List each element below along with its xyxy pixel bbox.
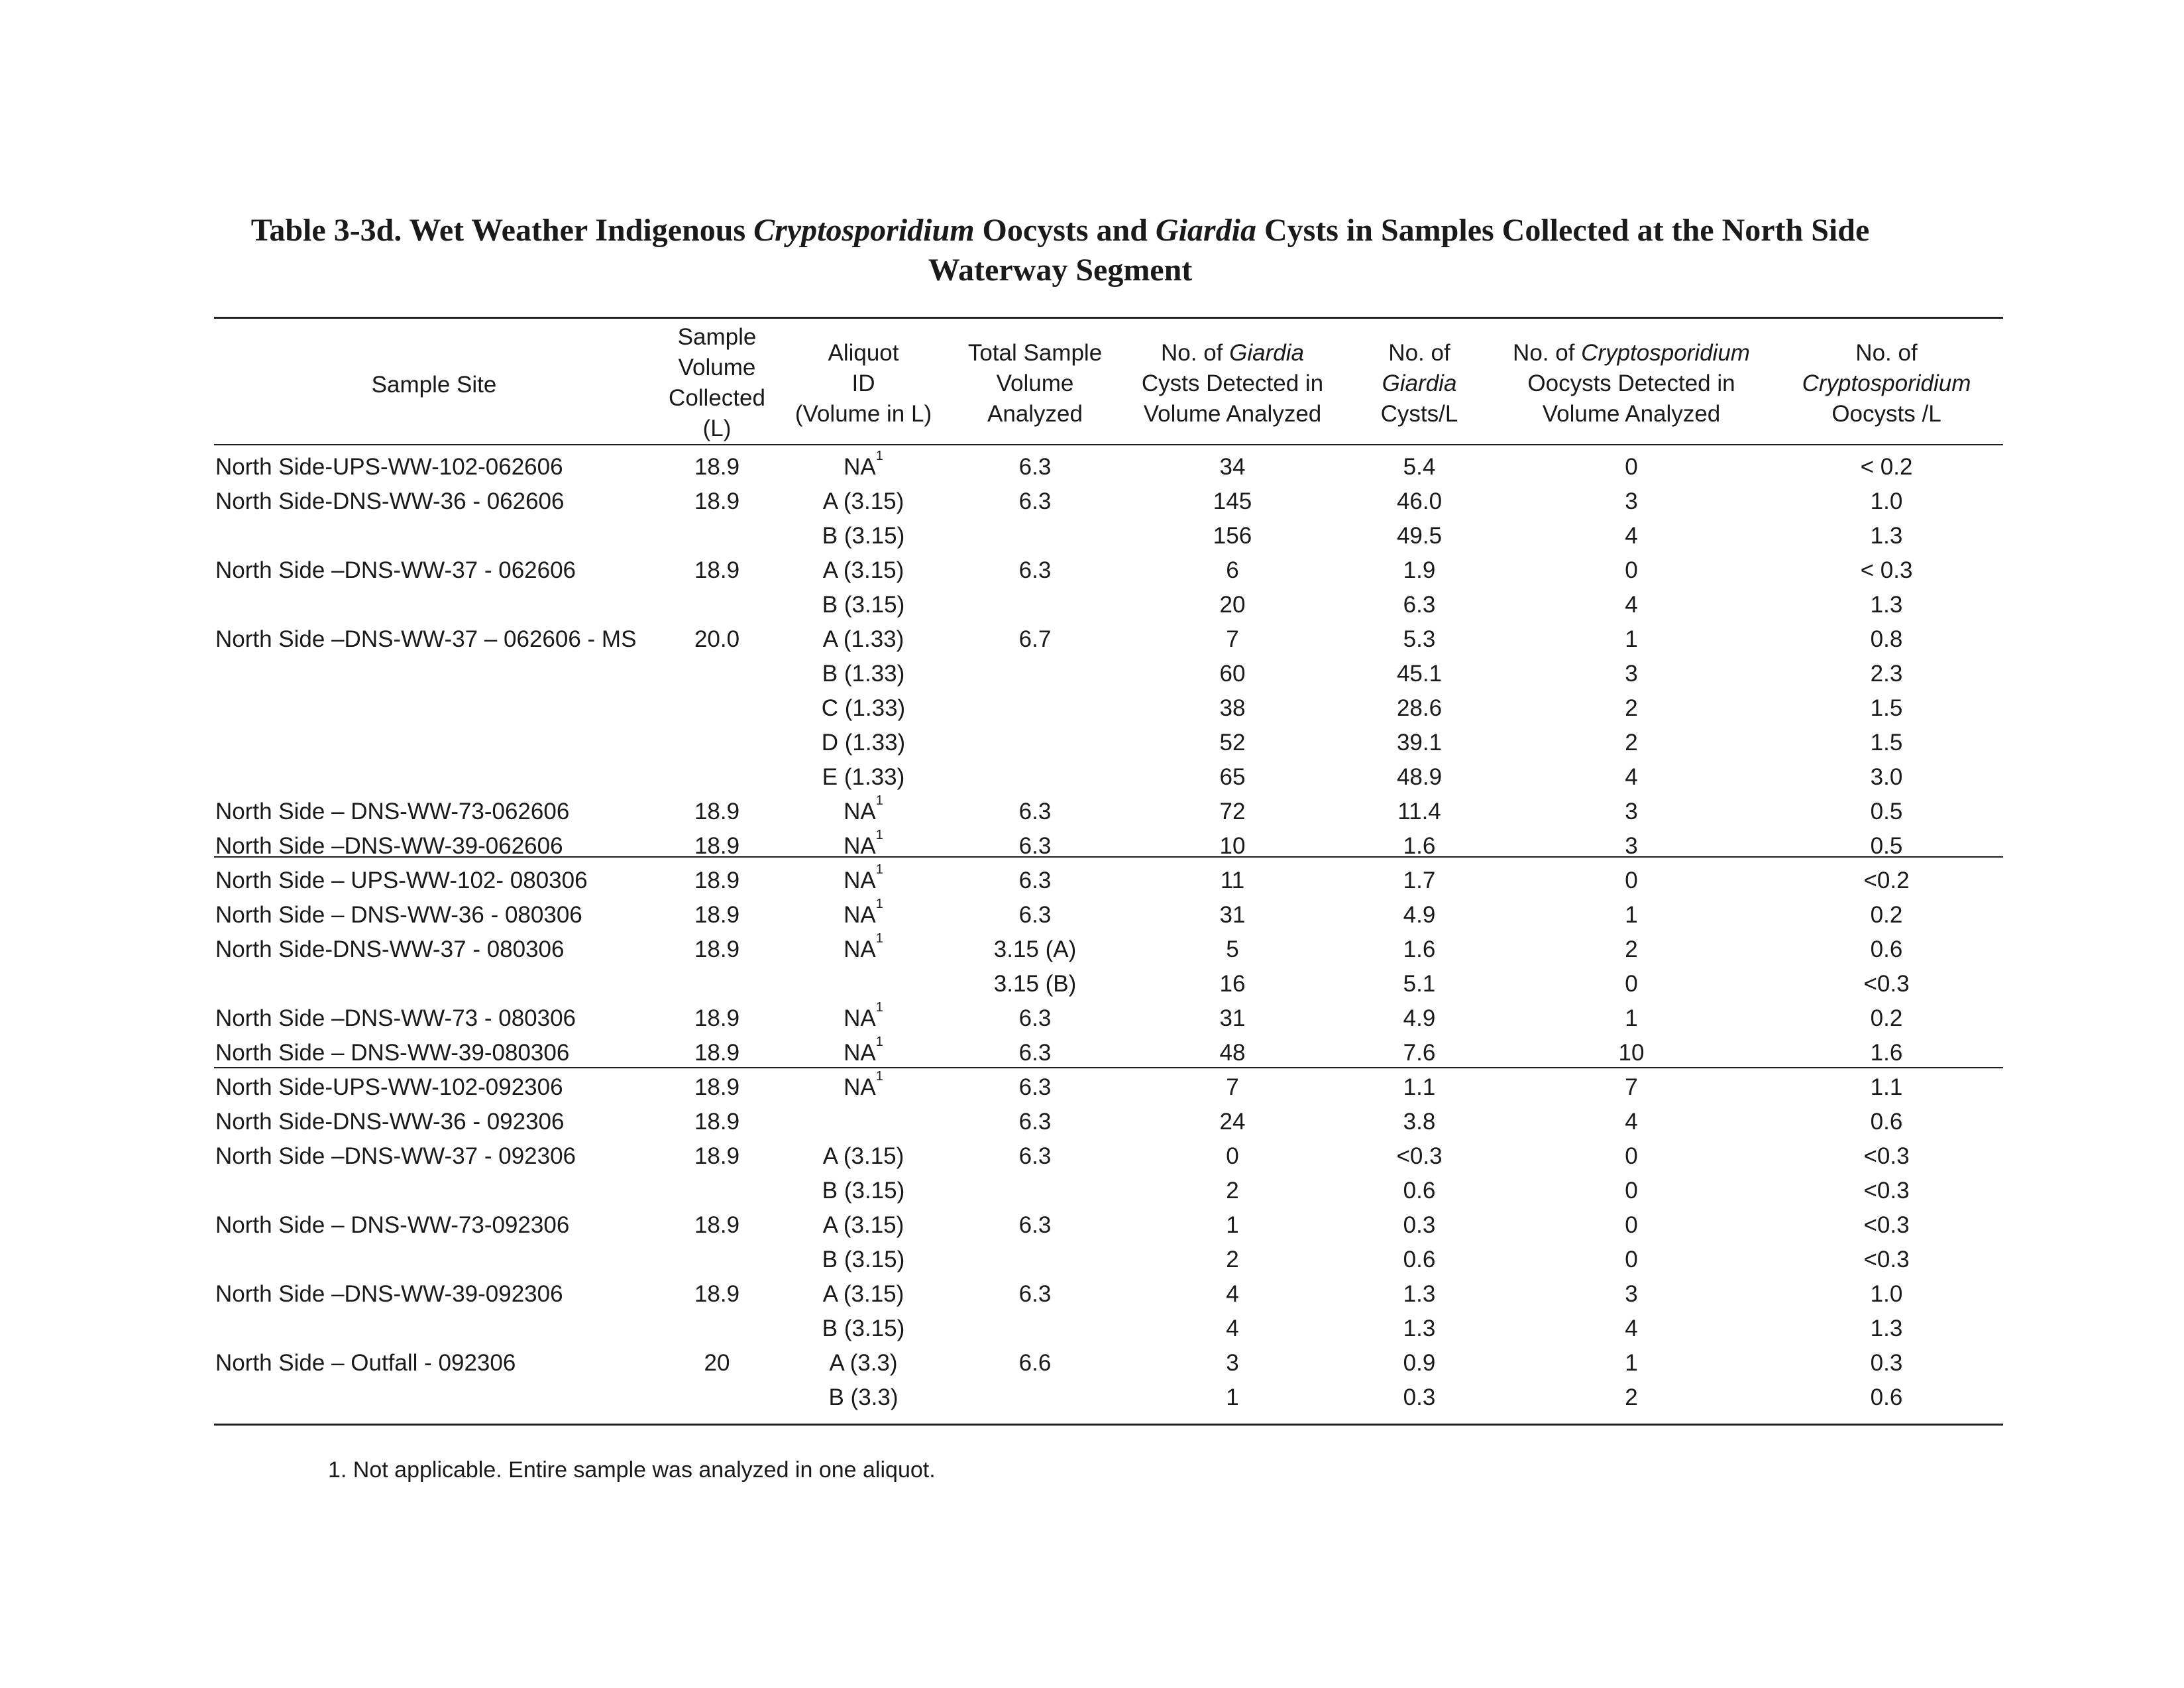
cell-giardia-per-liter: 0.6 [1403,1178,1436,1204]
table-top-rule [214,317,2003,319]
cell-giardia-per-liter: 7.6 [1403,1040,1436,1066]
footnote-marker: 1 [875,1069,883,1084]
cell-giardia-detected: 5 [1226,936,1239,962]
cell-giardia-per-liter: <0.3 [1396,1143,1443,1169]
cell-giardia-detected: 1 [1226,1212,1239,1238]
cell-crypto-detected: 0 [1625,971,1638,997]
cell-giardia-detected: 38 [1219,695,1246,721]
cell-total-volume: 6.3 [1018,488,1052,514]
cell-giardia-per-liter: 6.3 [1403,592,1436,618]
header-sample-site: Sample Site [371,372,497,398]
cell-aliquot-id: B (3.3) [828,1384,899,1410]
cell-total-volume: 6.3 [1018,1281,1052,1307]
cell-sample-site: North Side –DNS-WW-37 - 062606 [215,557,576,583]
cell-giardia-per-liter: 4.9 [1403,902,1436,928]
cell-aliquot-id: A (3.15) [822,1212,904,1238]
cell-crypto-per-liter: < 0.3 [1860,557,1913,583]
cell-giardia-detected: 7 [1226,626,1239,652]
cell-giardia-detected: 6 [1226,557,1239,583]
cell-crypto-detected: 2 [1625,695,1638,721]
cell-volume-collected: 18.9 [694,868,740,893]
cell-crypto-per-liter: 0.2 [1870,902,1903,928]
cell-total-volume: 6.3 [1018,1143,1052,1169]
cell-giardia-detected: 1 [1226,1384,1239,1410]
cell-giardia-detected: 7 [1226,1074,1239,1100]
cell-giardia-per-liter: 1.3 [1403,1281,1436,1307]
cell-volume-collected: 20.0 [694,626,740,652]
cell-aliquot-id: D (1.33) [821,730,906,756]
cell-crypto-per-liter: 2.3 [1870,661,1903,687]
cell-giardia-detected: 60 [1219,661,1246,687]
cell-crypto-per-liter: <0.3 [1863,1247,1910,1272]
cell-crypto-per-liter: 0.6 [1870,1384,1903,1410]
cell-giardia-detected: 4 [1226,1316,1239,1341]
cell-total-volume: 6.3 [1018,902,1052,928]
footnote-marker: 1 [875,897,883,911]
cell-crypto-per-liter: 0.2 [1870,1005,1903,1031]
cell-giardia-detected: 2 [1226,1247,1239,1272]
cell-volume-collected: 18.9 [694,1212,740,1238]
cell-aliquot-id: B (1.33) [822,661,905,687]
footnote-marker: 1 [875,828,883,842]
cell-sample-site: North Side-DNS-WW-37 - 080306 [215,936,565,962]
cell-crypto-per-liter: <0.3 [1863,1178,1910,1204]
cell-aliquot-id: A (3.15) [822,1281,904,1307]
cell-volume-collected: 18.9 [694,1281,740,1307]
cell-giardia-per-liter: 5.1 [1403,971,1436,997]
cell-crypto-detected: 0 [1625,454,1638,480]
cell-crypto-detected: 4 [1625,1109,1638,1135]
cell-volume-collected: 20 [704,1350,730,1376]
footnote-marker: 1 [875,1000,883,1015]
header-aliquot-id: Aliquot ID (Volume in L) [794,340,932,427]
cell-crypto-detected: 1 [1625,902,1638,928]
cell-aliquot-id: $NA^1$ [844,862,883,893]
cell-aliquot-id: $NA^1$ [844,931,883,962]
cell-crypto-per-liter: 0.8 [1870,626,1903,652]
cell-crypto-per-liter: < 0.2 [1860,454,1913,480]
cell-sample-site: North Side –DNS-WW-39-092306 [215,1281,563,1307]
footnote-marker: 1 [875,793,883,808]
header-total-volume: Total Sample Volume Analyzed [967,340,1103,427]
cell-volume-collected: 18.9 [694,488,740,514]
cell-aliquot-id: $NA^1$ [844,1000,883,1031]
cell-crypto-per-liter: 0.5 [1870,833,1903,859]
cell-crypto-per-liter: 1.3 [1870,592,1903,618]
cell-sample-site: North Side – DNS-WW-73-092306 [215,1212,570,1238]
cell-crypto-per-liter: <0.2 [1863,868,1910,893]
cell-giardia-detected: 31 [1219,902,1246,928]
cell-total-volume: 6.3 [1018,1109,1052,1135]
cell-volume-collected: 18.9 [694,1074,740,1100]
cell-crypto-detected: 3 [1625,833,1638,859]
cell-aliquot-id: E (1.33) [822,764,905,790]
header-volume-collected: Sample Volume Collected (L) [669,324,765,441]
cell-crypto-per-liter: 0.6 [1870,1109,1903,1135]
cell-crypto-per-liter: 1.1 [1870,1074,1903,1100]
cell-crypto-detected: 4 [1625,592,1638,618]
cell-crypto-detected: 4 [1625,764,1638,790]
cell-giardia-per-liter: 48.9 [1396,764,1443,790]
cell-giardia-per-liter: 3.8 [1403,1109,1436,1135]
cell-total-volume: 6.3 [1018,1212,1052,1238]
cell-aliquot-id: A (3.15) [822,488,904,514]
cell-aliquot-id: C (1.33) [821,695,906,721]
cell-crypto-detected: 3 [1625,1281,1638,1307]
cell-sample-site: North Side-UPS-WW-102-092306 [215,1074,563,1100]
cell-aliquot-id: B (3.15) [822,1247,905,1272]
cell-crypto-per-liter: 0.3 [1870,1350,1903,1376]
cell-giardia-detected: 2 [1226,1178,1239,1204]
cell-volume-collected: 18.9 [694,902,740,928]
cell-sample-site: North Side-DNS-WW-36 - 062606 [215,488,565,514]
cell-crypto-detected: 2 [1625,1384,1638,1410]
cell-aliquot-id: B (3.15) [822,1316,905,1341]
cell-giardia-detected: 20 [1219,592,1246,618]
cell-volume-collected: 18.9 [694,454,740,480]
footnote-marker: 1 [875,1035,883,1049]
cell-total-volume: 6.6 [1018,1350,1052,1376]
cell-giardia-per-liter: 5.4 [1403,454,1436,480]
cell-giardia-per-liter: 1.6 [1403,936,1436,962]
cell-crypto-per-liter: 1.3 [1870,523,1903,549]
header-crypto-per-liter: No. of Cryptosporidium Oocysts /L [1802,340,1971,427]
header-giardia-detected: No. of Giardia Cysts Detected in Volume Analyzed [1141,340,1324,427]
cell-aliquot-id: A (3.15) [822,1143,904,1169]
cell-volume-collected: 18.9 [694,1109,740,1135]
cell-giardia-detected: 16 [1219,971,1246,997]
cell-sample-site: North Side –DNS-WW-37 – 062606 - MS [215,626,637,652]
cell-total-volume: 6.7 [1018,626,1052,652]
cell-giardia-detected: 11 [1220,868,1245,893]
cell-giardia-per-liter: 1.3 [1403,1316,1436,1341]
cell-aliquot-id: $NA^1$ [844,828,883,859]
cell-sample-site: North Side – DNS-WW-36 - 080306 [215,902,582,928]
cell-aliquot-id: $NA^1$ [844,1069,883,1100]
footnote: 1. Not applicable. Entire sample was analyzed in one aliquot. [328,1457,936,1483]
cell-crypto-per-liter: <0.3 [1863,1143,1910,1169]
cell-volume-collected: 18.9 [694,1005,740,1031]
cell-crypto-detected: 3 [1625,661,1638,687]
cell-giardia-per-liter: 5.3 [1403,626,1436,652]
cell-crypto-detected: 4 [1625,523,1638,549]
footnote-marker: 1 [875,931,883,946]
cell-crypto-per-liter: 1.5 [1870,695,1903,721]
cell-giardia-per-liter: 11.4 [1397,799,1441,824]
cell-total-volume: 6.3 [1018,1005,1052,1031]
cell-giardia-per-liter: 1.7 [1403,868,1436,893]
cell-giardia-per-liter: 4.9 [1403,1005,1436,1031]
cell-giardia-detected: 24 [1219,1109,1246,1135]
cell-volume-collected: 18.9 [694,557,740,583]
cell-giardia-per-liter: 46.0 [1396,488,1443,514]
cell-sample-site: North Side – UPS-WW-102- 080306 [215,868,588,893]
cell-crypto-per-liter: <0.3 [1863,1212,1910,1238]
cell-crypto-detected: 2 [1625,730,1638,756]
cell-giardia-per-liter: 0.3 [1403,1212,1436,1238]
footnote-marker: 1 [875,862,883,877]
cell-volume-collected: 18.9 [694,1040,740,1066]
cell-total-volume: 6.3 [1018,799,1052,824]
cell-crypto-detected: 1 [1625,1350,1638,1376]
cell-giardia-detected: 31 [1219,1005,1246,1031]
cell-giardia-detected: 34 [1219,454,1246,480]
cell-crypto-detected: 4 [1625,1316,1638,1341]
cell-aliquot-id: A (3.15) [822,557,904,583]
cell-sample-site: North Side-DNS-WW-36 - 092306 [215,1109,565,1135]
footnote-marker: 1 [875,449,883,463]
cell-giardia-per-liter: 39.1 [1396,730,1443,756]
cell-total-volume: 6.3 [1018,833,1052,859]
cell-giardia-per-liter: 0.6 [1403,1247,1436,1272]
cell-giardia-per-liter: 49.5 [1396,523,1443,549]
cell-crypto-per-liter: 1.3 [1870,1316,1903,1341]
cell-aliquot-id: A (1.33) [822,626,904,652]
cell-giardia-detected: 72 [1219,799,1246,824]
cell-total-volume: 6.3 [1018,454,1052,480]
header-crypto-detected: No. of Cryptosporidium Oocysts Detected in Volume Analyzed [1513,340,1750,427]
cell-aliquot-id: $NA^1$ [844,449,883,480]
cell-giardia-detected: 145 [1213,488,1252,514]
cell-giardia-detected: 0 [1226,1143,1239,1169]
cell-crypto-per-liter: 1.0 [1870,488,1903,514]
cell-crypto-detected: 10 [1618,1040,1645,1066]
cell-aliquot-id: B (3.15) [822,592,905,618]
cell-crypto-per-liter: 0.5 [1870,799,1903,824]
cell-crypto-detected: 0 [1625,557,1638,583]
cell-aliquot-id: $NA^1$ [844,793,883,824]
cell-sample-site: North Side – Outfall - 092306 [215,1350,516,1376]
cell-volume-collected: 18.9 [694,1143,740,1169]
cell-sample-site: North Side-UPS-WW-102-062606 [215,454,563,480]
cell-aliquot-id: A (3.3) [829,1350,898,1376]
cell-crypto-detected: 3 [1625,799,1638,824]
cell-aliquot-id: $NA^1$ [844,897,883,928]
cell-volume-collected: 18.9 [694,936,740,962]
cell-total-volume: 6.3 [1018,557,1052,583]
cell-giardia-detected: 156 [1213,523,1252,549]
cell-crypto-detected: 0 [1625,1178,1638,1204]
cell-sample-site: North Side –DNS-WW-37 - 092306 [215,1143,576,1169]
cell-aliquot-id: B (3.15) [822,523,905,549]
cell-giardia-detected: 48 [1219,1040,1246,1066]
cell-crypto-detected: 2 [1625,936,1638,962]
cell-sample-site: North Side – DNS-WW-39-080306 [215,1040,570,1066]
cell-giardia-detected: 65 [1219,764,1246,790]
cell-giardia-per-liter: 1.9 [1403,557,1436,583]
header-giardia-per-liter: No. of Giardia Cysts/L [1380,340,1458,427]
cell-aliquot-id: $NA^1$ [844,1035,883,1066]
cell-crypto-per-liter: 1.5 [1870,730,1903,756]
cell-giardia-detected: 4 [1226,1281,1239,1307]
cell-total-volume: 3.15 (B) [993,971,1077,997]
cell-crypto-detected: 1 [1625,1005,1638,1031]
cell-giardia-detected: 3 [1226,1350,1239,1376]
cell-crypto-detected: 0 [1625,1247,1638,1272]
table-bottom-rule [214,1424,2003,1426]
cell-giardia-per-liter: 0.9 [1403,1350,1436,1376]
cell-crypto-per-liter: 3.0 [1870,764,1903,790]
cell-crypto-detected: 0 [1625,868,1638,893]
cell-total-volume: 6.3 [1018,868,1052,893]
cell-crypto-per-liter: <0.3 [1863,971,1910,997]
cell-giardia-per-liter: 0.3 [1403,1384,1436,1410]
cell-volume-collected: 18.9 [694,799,740,824]
cell-volume-collected: 18.9 [694,833,740,859]
cell-crypto-detected: 0 [1625,1143,1638,1169]
cell-crypto-per-liter: 1.6 [1870,1040,1903,1066]
cell-giardia-detected: 52 [1219,730,1246,756]
cell-giardia-per-liter: 28.6 [1396,695,1443,721]
table-title: Table 3-3d. Wet Weather Indigenous Cryptosporidium Oocysts and Giardia Cysts in Samples Collected at the North Side Waterway Segment [250,213,1870,288]
cell-giardia-per-liter: 45.1 [1396,661,1443,687]
cell-giardia-per-liter: 1.6 [1403,833,1436,859]
cell-sample-site: North Side – DNS-WW-73-062606 [215,799,570,824]
cell-crypto-detected: 3 [1625,488,1638,514]
cell-crypto-per-liter: 1.0 [1870,1281,1903,1307]
cell-giardia-per-liter: 1.1 [1403,1074,1436,1100]
cell-total-volume: 6.3 [1018,1074,1052,1100]
cell-total-volume: 3.15 (A) [993,936,1077,962]
cell-sample-site: North Side –DNS-WW-73 - 080306 [215,1005,576,1031]
cell-crypto-detected: 7 [1625,1074,1638,1100]
cell-giardia-detected: 10 [1219,833,1246,859]
cell-sample-site: North Side –DNS-WW-39-062606 [215,833,563,859]
cell-crypto-detected: 1 [1625,626,1638,652]
cell-aliquot-id: B (3.15) [822,1178,905,1204]
header-bottom-rule [214,444,2003,445]
cell-crypto-detected: 0 [1625,1212,1638,1238]
cell-total-volume: 6.3 [1018,1040,1052,1066]
cell-crypto-per-liter: 0.6 [1870,936,1903,962]
